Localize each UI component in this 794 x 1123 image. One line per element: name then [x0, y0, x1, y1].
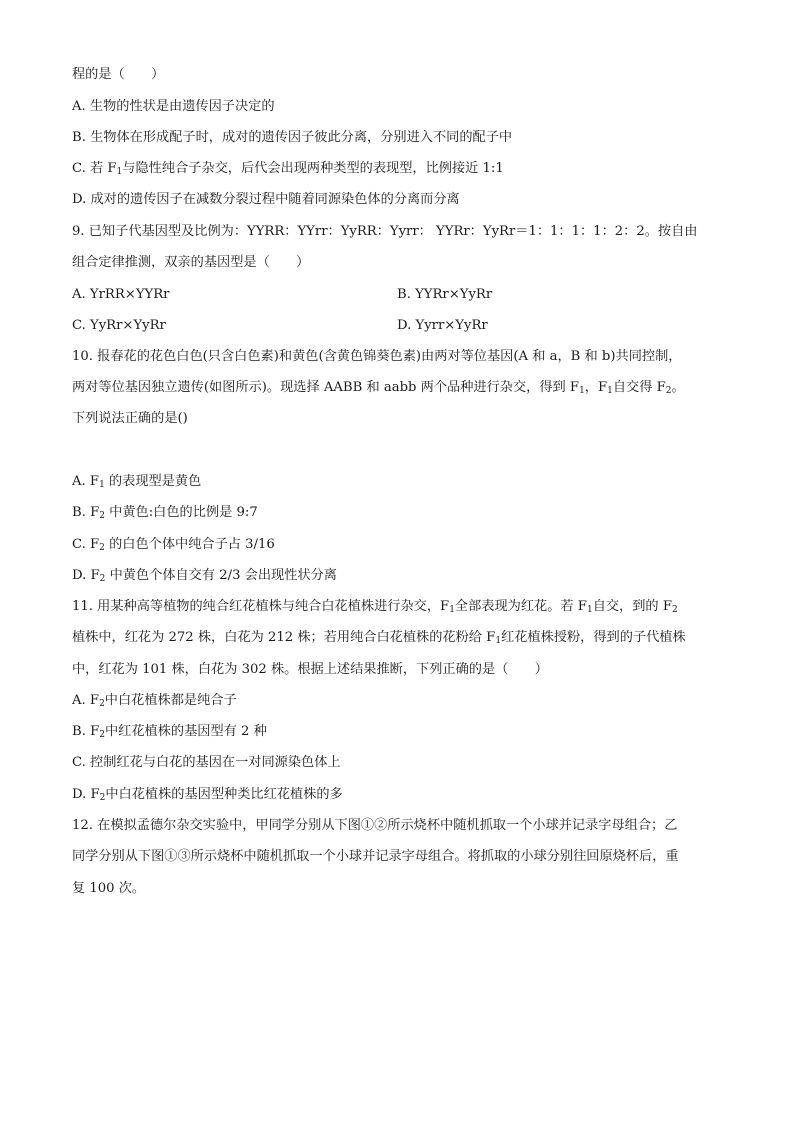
q11-option-d: D. $F_2$中白花植株的基因型种类比红花植株的多	[72, 787, 343, 803]
q9-option-c: C. YyRr×YyRr	[72, 318, 166, 333]
q8-option-b: B. 生物体在形成配子时，成对的遗传因子彼此分离，分别进入不同的配子中	[72, 130, 513, 145]
q10-stem-line2: 两对等位基因独立遗传(如图所示)。现选择 AABB 和 aabb 两个品种进行杂交，得到 $F_1$，$F_1$自交得 $F_2$。	[72, 380, 685, 396]
q10-stem-line3: 下列说法正确的是()	[72, 411, 188, 426]
q12-stem-line2: 同学分别从下图①③所示烧杯中随机抓取一个小球并记录字母组合。将抓取的小球分别往回原烧杯后，重	[72, 849, 679, 864]
q9-option-d: D. Yyrr×YyRr	[397, 318, 488, 333]
q11-option-c: C. 控制红花与白花的基因在一对同源染色体上	[72, 755, 341, 770]
q11-stem-line1: 11. 用某种高等植物的纯合红花植株与纯合白花植株进行杂交，$F_1$全部表现为红花。若 $F_1$自交，到的 $F_2$	[72, 599, 678, 615]
q10-option-b: B. $F_2$ 中黄色:白色的比例是 9:7	[72, 505, 258, 521]
q10-option-a: A. $F_1$ 的表现型是黄色	[72, 474, 202, 490]
q8-option-c: C. 若 $F_1$与隐性纯合子杂交，后代会出现两种类型的表现型，比例接近 1:1	[72, 161, 504, 177]
q12-stem-line1: 12. 在模拟孟德尔杂交实验中，甲同学分别从下图①②所示烧杯中随机抓取一个小球并记录字母组合；乙	[72, 818, 678, 833]
q8-option-d: D. 成对的遗传因子在减数分裂过程中随着同源染色体的分离而分离	[72, 192, 460, 207]
q9-stem-line1: 9. 已知子代基因型及比例为：YYRR：YYrr：YyRR：Yyrr： YYRr：YyRr＝1：1：1：1：2：2。按自由	[72, 224, 698, 239]
q11-stem-line2: 植株中，红花为 272 株，白花为 212 株；若用纯合白花植株的花粉给 $F_1$红花植株授粉，得到的子代植株	[72, 630, 686, 646]
q11-option-b: B. $F_2$中红花植株的基因型有 2 种	[72, 724, 267, 740]
q10-option-d: D. $F_2$ 中黄色个体自交有 2/3 会出现性状分离	[72, 568, 337, 584]
q10-option-c: C. $F_2$ 的白色个体中纯合子占 3/16	[72, 537, 275, 553]
q11-stem-line3: 中，红花为 101 株，白花为 302 株。根据上述结果推断，下列正确的是（ ）	[72, 662, 548, 677]
q9-option-b: B. YYRr×YyRr	[397, 287, 493, 302]
q10-stem-line1: 10. 报春花的花色白色(只含白色素)和黄色(含黄色锦葵色素)由两对等位基因(A 和 a，B 和 b)共同控制，	[72, 349, 682, 364]
q11-option-a: A. $F_2$中白花植株都是纯合子	[72, 693, 237, 709]
q8-stem-tail: 程的是（ ）	[72, 67, 165, 82]
q12-stem-line3: 复 100 次。	[72, 881, 146, 896]
q9-stem-line2: 组合定律推测，双亲的基因型是（ ）	[72, 255, 310, 270]
q9-option-a: A. YrRR×YYRr	[72, 287, 170, 302]
q8-option-a: A. 生物的性状是由遗传因子决定的	[72, 99, 275, 114]
